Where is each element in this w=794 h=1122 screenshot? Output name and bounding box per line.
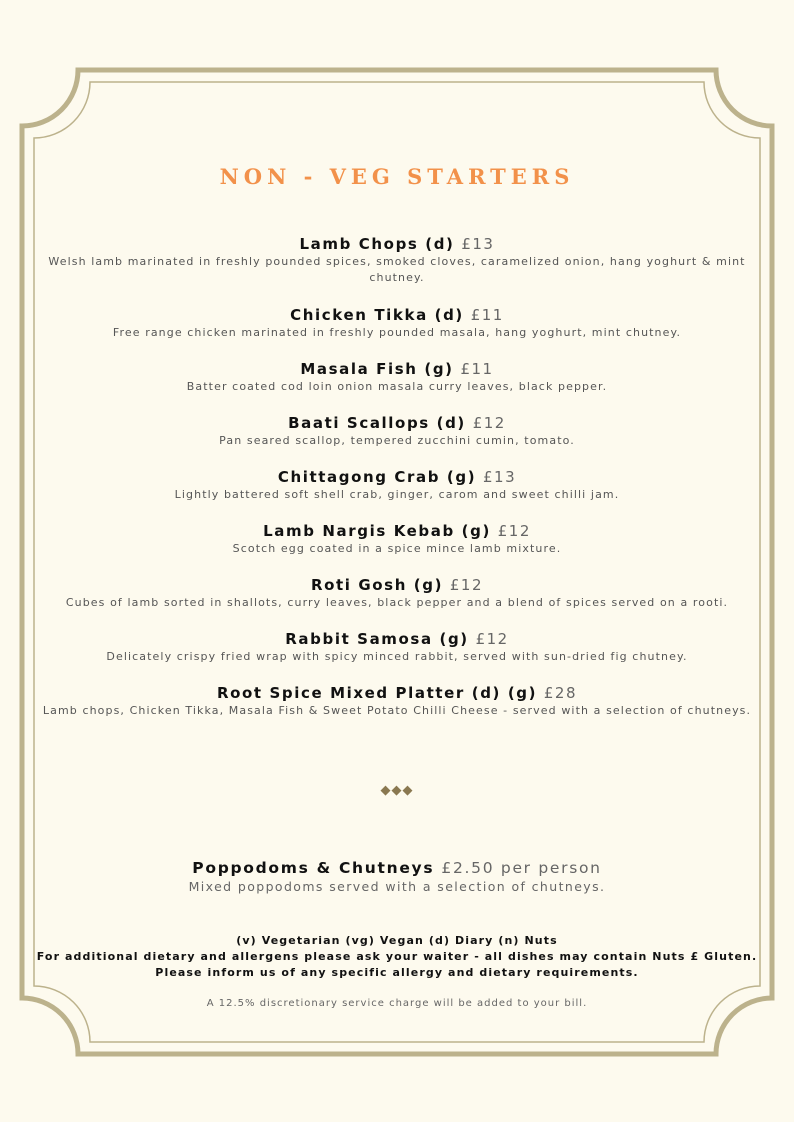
ornament-divider xyxy=(40,783,754,798)
item-description: Welsh lamb marinated in freshly pounded spices, smoked cloves, caramelized onion, hang yoghurt & mint chutney. xyxy=(48,255,746,284)
diamond-icon: ◆ xyxy=(380,783,392,798)
item-price: £13 xyxy=(461,235,495,253)
menu-item xyxy=(30,414,764,449)
allergen-note: For additional dietary and allergens please ask your waiter - all dishes may contain Nuts £ Gluten. xyxy=(36,950,758,963)
menu-item xyxy=(30,630,764,665)
item-description: Pan seared scallop, tempered zucchini cumin, tomato. xyxy=(219,434,575,447)
side-item xyxy=(40,858,754,896)
item-description: Cubes of lamb sorted in shallots, curry leaves, black pepper and a blend of spices served on a rooti. xyxy=(65,596,729,609)
menu-item xyxy=(30,306,764,341)
item-price: £11 xyxy=(470,306,504,324)
item-price: £12 xyxy=(497,522,531,540)
item-name: Roti Gosh (g) xyxy=(310,576,444,594)
item-name: Lamb Nargis Kebab (g) xyxy=(263,522,491,540)
item-price: £12 xyxy=(472,414,506,432)
item-price: £12 xyxy=(449,576,484,594)
item-description: Lightly battered soft shell crab, ginger, carom and sweet chilli jam. xyxy=(174,488,620,501)
side-item-name: Poppodoms & Chutneys xyxy=(192,859,435,877)
item-description: Lamb chops, Chicken Tikka, Masala Fish & Sweet Potato Chilli Cheese - served with a selection of chutneys. xyxy=(42,704,752,717)
item-price: £28 xyxy=(543,684,578,702)
item-description: Free range chicken marinated in freshly pounded masala, hang yoghurt, mint chutney. xyxy=(112,326,682,339)
service-charge-note: A 12.5% discretionary service charge will be added to your bill. xyxy=(206,998,588,1009)
dietary-notes xyxy=(30,933,764,981)
diamond-icon: ◆ xyxy=(402,783,414,798)
menu-item xyxy=(30,235,764,286)
item-name: Chicken Tikka (d) xyxy=(290,306,464,324)
item-name: Masala Fish (g) xyxy=(300,360,454,378)
item-description: Delicately crispy fried wrap with spicy minced rabbit, served with sun-dried fig chutney. xyxy=(106,650,688,663)
item-name: Chittagong Crab (g) xyxy=(277,468,477,486)
allergy-request-note: Please inform us of any specific allergy and dietary requirements. xyxy=(155,966,639,979)
section-title: NON - VEG STARTERS xyxy=(219,164,575,189)
item-name: Baati Scallops (d) xyxy=(288,414,466,432)
menu-item xyxy=(30,468,764,503)
item-name: Rabbit Samosa (g) xyxy=(285,630,469,648)
menu-item xyxy=(30,576,764,611)
item-name: Lamb Chops (d) xyxy=(299,235,455,253)
item-price: £11 xyxy=(460,360,494,378)
menu-item xyxy=(30,684,764,719)
diamond-icon: ◆ xyxy=(391,783,403,798)
item-description: Scotch egg coated in a spice mince lamb mixture. xyxy=(232,542,562,555)
item-price: £13 xyxy=(483,468,517,486)
menu-item xyxy=(30,360,764,395)
menu-item xyxy=(30,522,764,557)
side-item-price: £2.50 per person xyxy=(441,859,602,877)
dietary-legend: (v) Vegetarian (vg) Vegan (d) Diary (n) Nuts xyxy=(236,934,558,947)
item-name: Root Spice Mixed Platter (d) (g) xyxy=(216,684,538,702)
item-price: £12 xyxy=(475,630,509,648)
side-item-description: Mixed poppodoms served with a selection of chutneys. xyxy=(188,879,606,894)
item-description: Batter coated cod loin onion masala curry leaves, black pepper. xyxy=(186,380,608,393)
